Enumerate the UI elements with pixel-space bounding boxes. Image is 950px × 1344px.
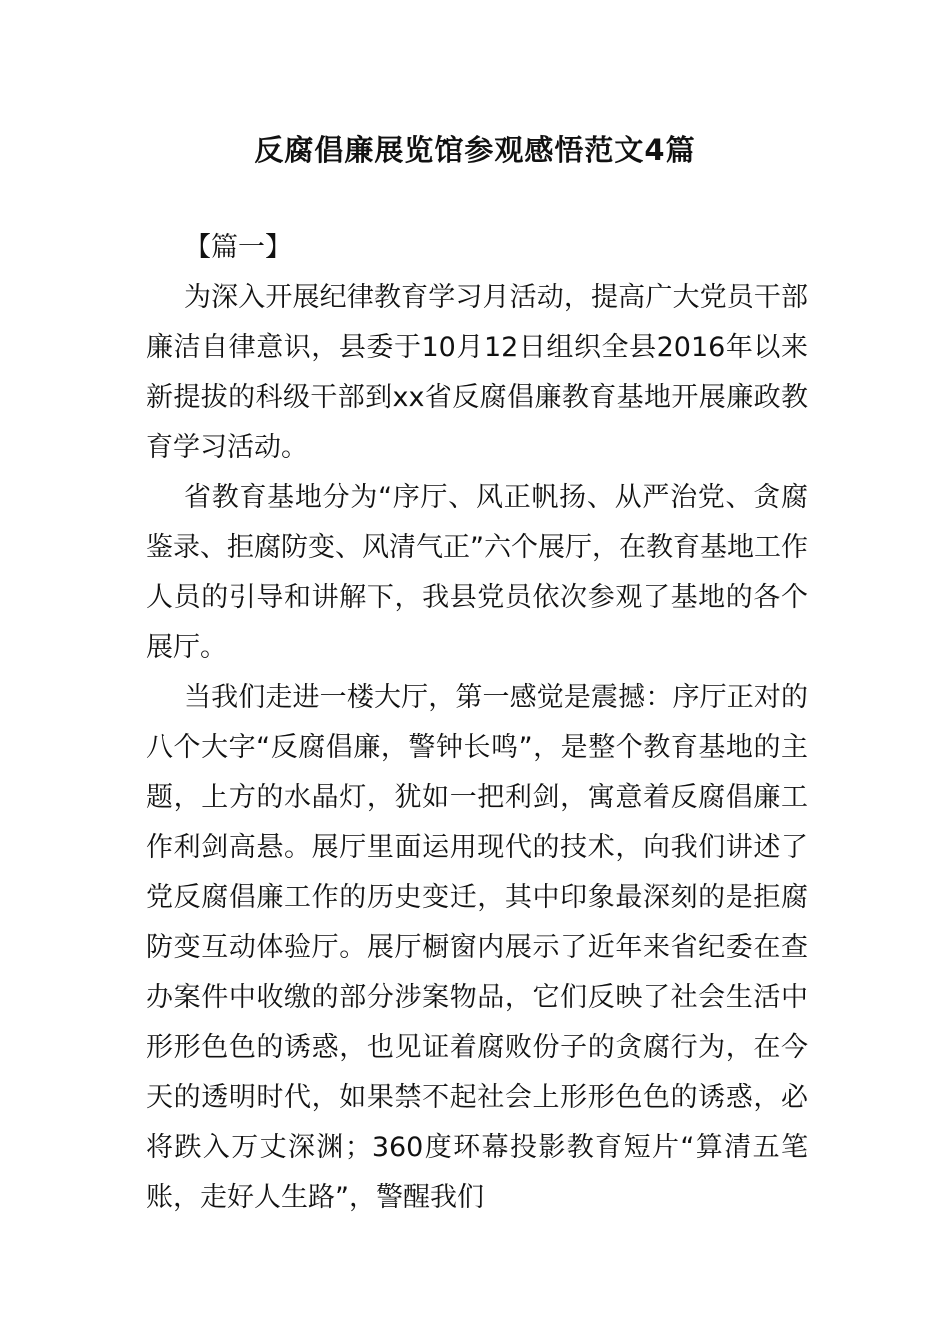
paragraph-1: 为深入开展纪律教育学习月活动，提高广大党员干部廉洁自律意识，县委于10月12日组织全县2016年以来新提拔的科级干部到xx省反腐倡廉教育基地开展廉政教育学习活动。	[146, 282, 808, 463]
document-body	[146, 223, 808, 1223]
paragraph-3: 当我们走进一楼大厅，第一感觉是震撼：序厅正对的八个大字“反腐倡廉，警钟长鸣”，是整个教育基地的主题，上方的水晶灯，犹如一把利剑，寓意着反腐倡廉工作利剑高悬。展厅里面运用现代的技术，向我们讲述了党反腐倡廉工作的历史变迁，其中印象最深刻的是拒腐防变互动体验厅。展厅橱窗内展示了近年来省纪委在查办案件中收缴的部分涉案物品，它们反映了社会生活中形形色色的诱惑，也见证着腐败份子的贪腐行为，在今天的透明时代，如果禁不起社会上形形色色的诱惑，必将跌入万丈深渊；360度环幕投影教育短片“算清五笔账，走好人生路”，警醒我们	[146, 682, 808, 1213]
paragraph-2: 省教育基地分为“序厅、风正帆扬、从严治党、贪腐鉴录、拒腐防变、风清气正”六个展厅，在教育基地工作人员的引导和讲解下，我县党员依次参观了基地的各个展厅。	[146, 482, 808, 663]
document-title: 反腐倡廉展览馆参观感悟范文4篇	[254, 133, 696, 167]
section-heading: 【篇一】	[184, 232, 292, 263]
